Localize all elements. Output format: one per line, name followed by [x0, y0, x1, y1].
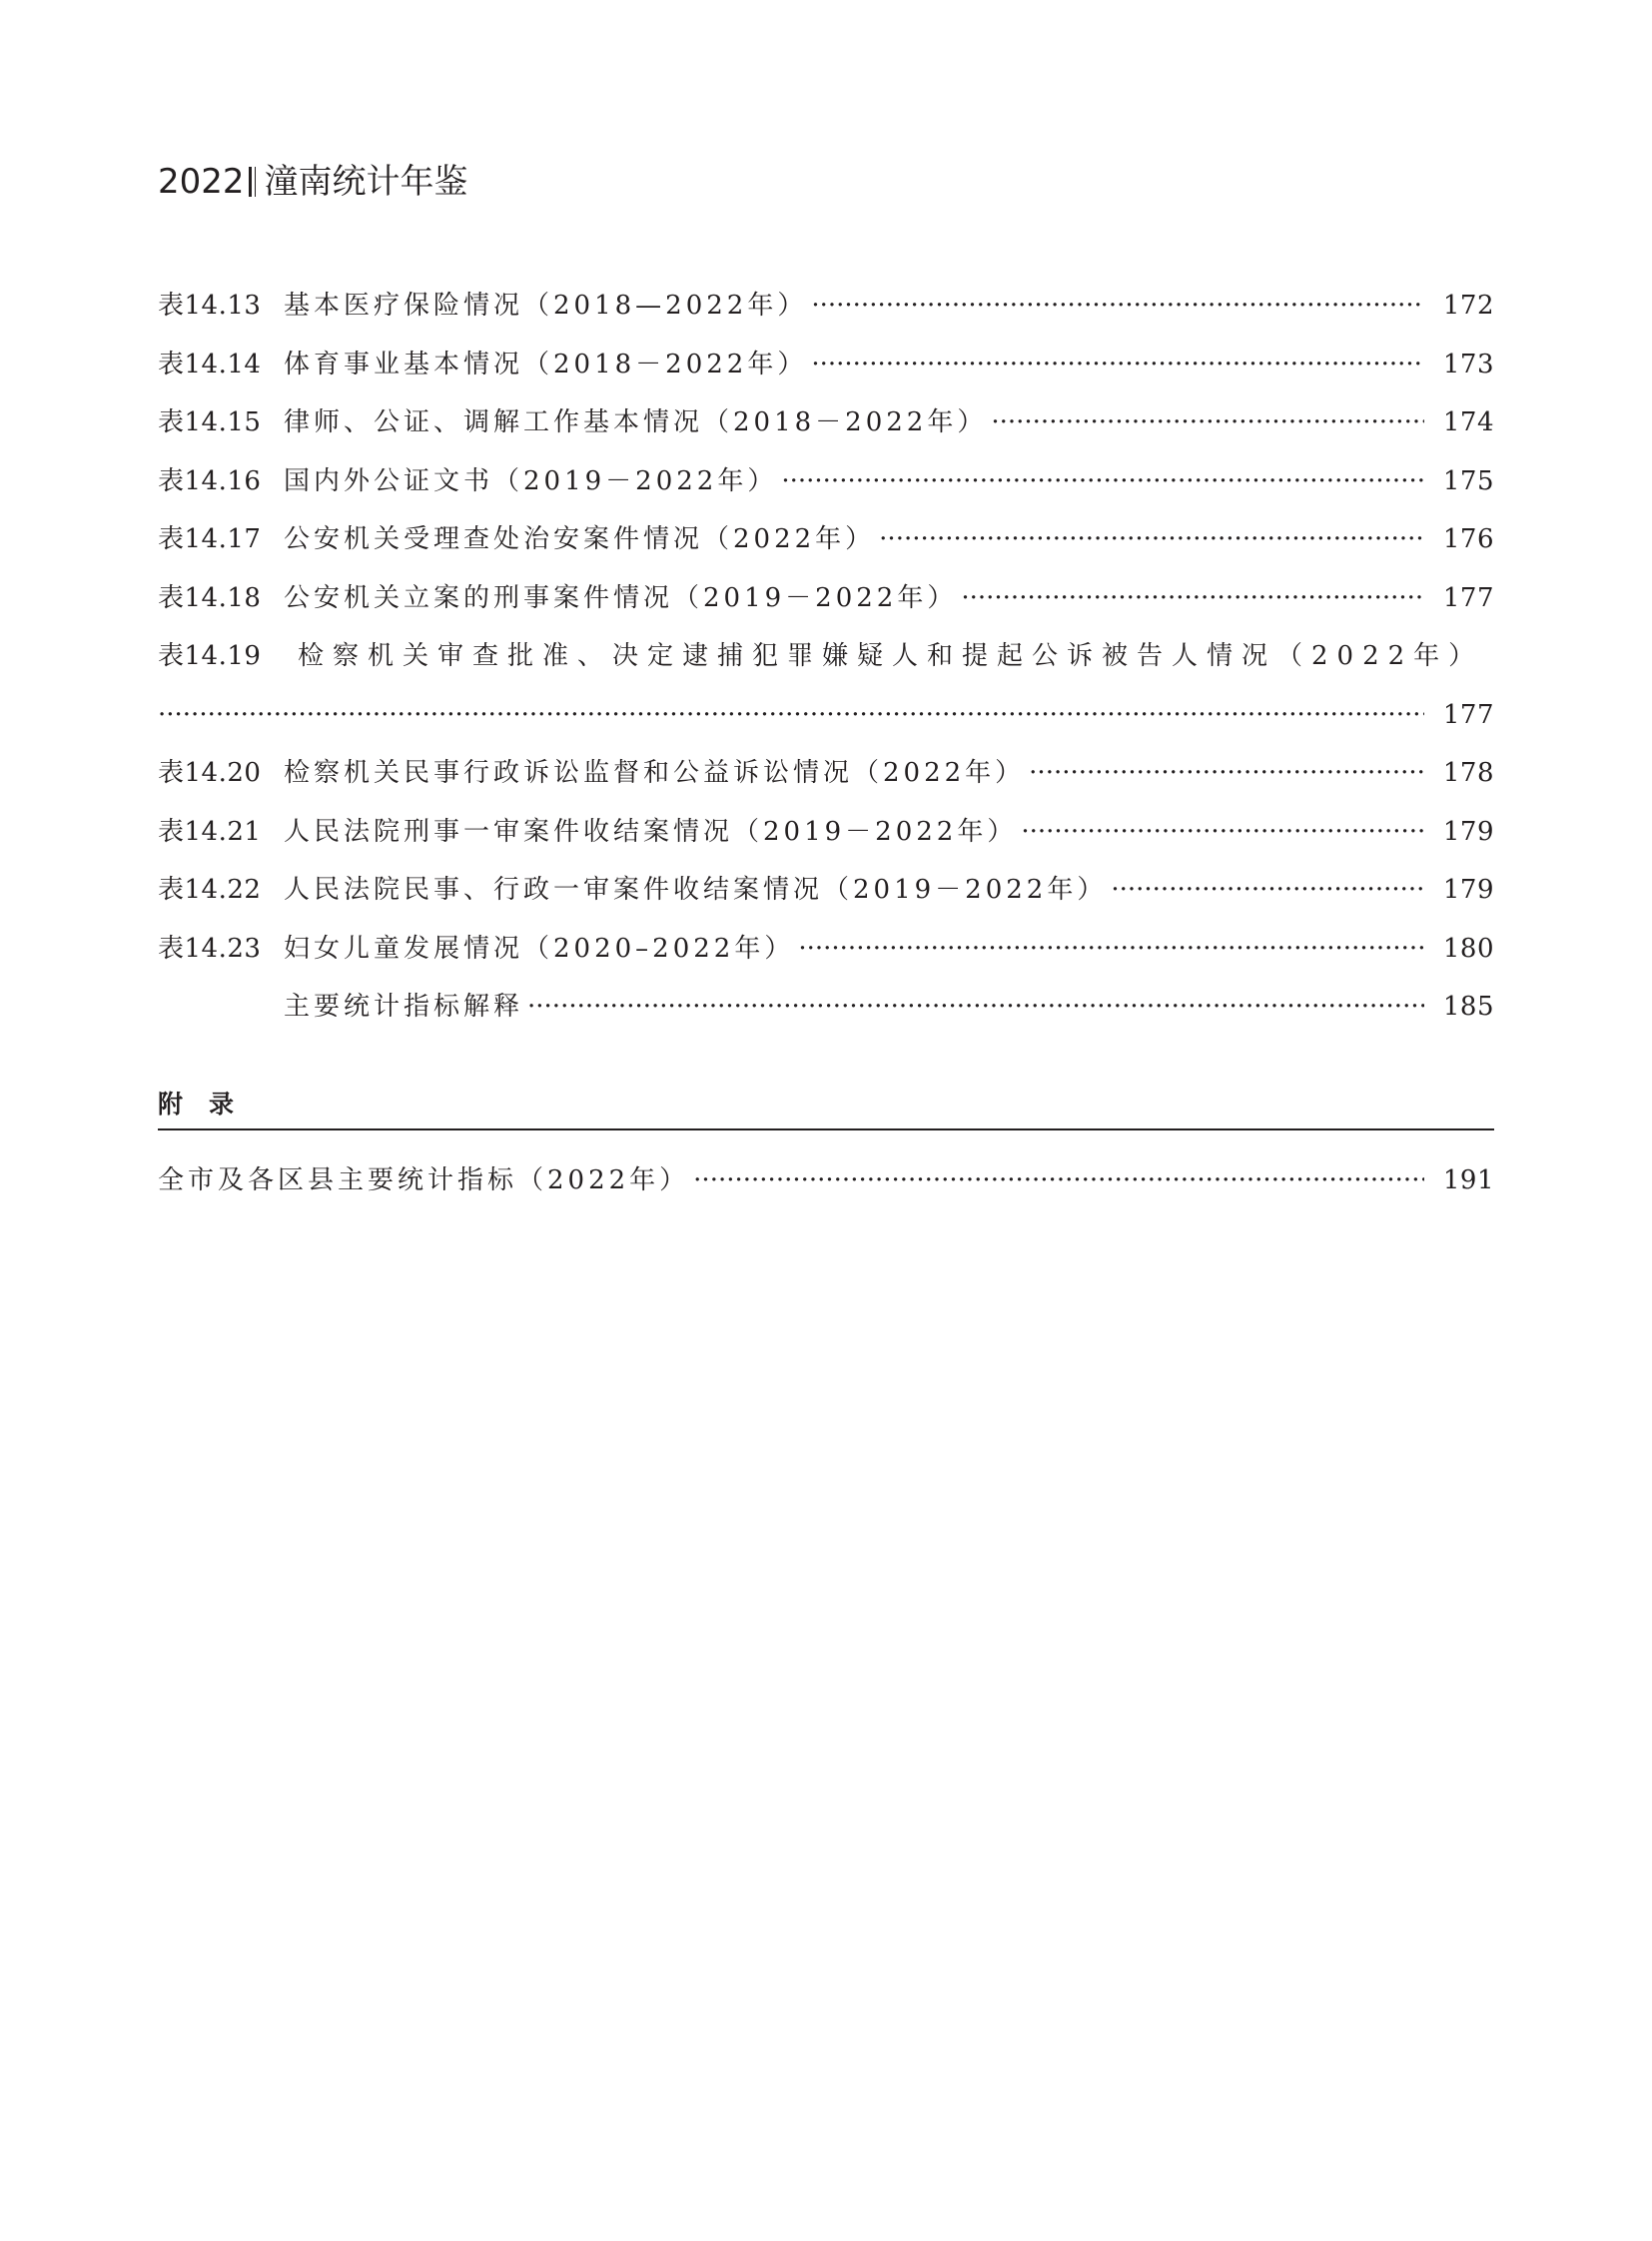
toc-entry-page: 173	[1442, 349, 1494, 379]
toc-entry-title: 国内外公证文书（2019－2022年）	[284, 465, 778, 496]
toc-entry-title: 人民法院刑事一审案件收结案情况（2019－2022年）	[284, 816, 1018, 847]
appendix-divider	[158, 1128, 1494, 1130]
toc-entry-continuation[interactable]	[158, 695, 1494, 754]
toc-leader-dots	[961, 578, 1424, 618]
toc-entry-number: 表14.14	[158, 349, 262, 379]
toc-entry[interactable]	[158, 812, 1494, 871]
toc-entry-title: 主要统计指标解释	[284, 992, 524, 1022]
toc-entry-page: 179	[1442, 816, 1494, 847]
toc-entry-page: 174	[1442, 407, 1494, 437]
toc-entry-page: 179	[1442, 875, 1494, 905]
toc-entry-title: 人民法院民事、行政一审案件收结案情况（2019－2022年）	[284, 875, 1108, 905]
toc-entry[interactable]	[158, 345, 1494, 403]
toc-entry-title: 律师、公证、调解工作基本情况（2018－2022年）	[284, 407, 988, 437]
toc-entry-page: 172	[1442, 291, 1494, 321]
toc-entry-page: 185	[1442, 992, 1494, 1022]
toc-entry-page: 177	[1442, 582, 1494, 613]
toc-entry-title: 体育事业基本情况（2018－2022年）	[284, 349, 808, 379]
toc-entry-title: 检察机关民事行政诉讼监督和公益诉讼情况（2022年）	[284, 758, 1026, 788]
toc-entry-page: 180	[1442, 933, 1494, 964]
header-title: 潼南统计年鉴	[264, 162, 468, 202]
toc-leader-dots	[781, 461, 1424, 501]
toc-entry-number: 表14.19	[158, 641, 262, 671]
toc-entry-title: 基本医疗保险情况（2018—2022年）	[284, 291, 808, 321]
toc-leader-dots	[1021, 812, 1424, 852]
appendix-section	[158, 1087, 1494, 1219]
toc-entry[interactable]	[158, 753, 1494, 812]
toc-entry[interactable]	[158, 578, 1494, 637]
toc-leader-dots	[879, 519, 1424, 559]
toc-entry-number: 表14.20	[158, 758, 262, 788]
toc-entry-title: 检察机关审查批准、决定逮捕犯罪嫌疑人和提起公诉被告人情况（2022年）	[298, 641, 1484, 671]
appendix-entry[interactable]	[158, 1160, 1494, 1219]
toc-leader-dots	[1111, 870, 1424, 910]
header-separator	[249, 167, 259, 197]
toc-entry-number: 表14.17	[158, 524, 262, 554]
toc-leader-dots	[1029, 753, 1424, 793]
appendix-entry-title: 全市及各区县主要统计指标（2022年）	[158, 1165, 690, 1195]
toc-entry-page: 177	[1442, 699, 1494, 730]
toc-entry-page: 175	[1442, 465, 1494, 496]
toc-entry-number: 表14.18	[158, 582, 262, 613]
toc-entry-number: 表14.21	[158, 816, 262, 847]
appendix-heading: 附录	[158, 1090, 261, 1119]
toc-leader-dots	[811, 345, 1424, 384]
toc-entry[interactable]	[158, 987, 1494, 1046]
toc-leader-dots	[527, 987, 1424, 1027]
toc-entry[interactable]	[158, 636, 1494, 695]
toc-entry-number: 表14.23	[158, 933, 262, 964]
toc-entry[interactable]	[158, 461, 1494, 520]
toc-entry-number: 表14.13	[158, 291, 262, 321]
header-year: 2022	[158, 162, 245, 202]
toc-entry[interactable]	[158, 286, 1494, 345]
appendix-entry-page: 191	[1442, 1165, 1494, 1195]
toc-entry-number: 表14.16	[158, 465, 262, 496]
toc-leader-dots	[158, 695, 1424, 735]
toc-leader-dots	[798, 929, 1424, 969]
toc-leader-dots	[991, 402, 1424, 442]
toc-entry[interactable]	[158, 402, 1494, 461]
toc-entry-page: 178	[1442, 758, 1494, 788]
toc-entry-title: 公安机关受理查处治安案件情况（2022年）	[284, 524, 876, 554]
toc-leader-dots	[693, 1160, 1424, 1200]
toc-entry[interactable]	[158, 870, 1494, 929]
toc-entry-number: 表14.22	[158, 875, 262, 905]
toc-entry-number: 表14.15	[158, 407, 262, 437]
toc-entry[interactable]	[158, 929, 1494, 988]
toc-entry-page: 176	[1442, 524, 1494, 554]
toc-leader-dots	[811, 286, 1424, 326]
table-of-contents	[158, 286, 1494, 1046]
running-header	[158, 158, 468, 206]
toc-entry-title: 妇女儿童发展情况（2020–2022年）	[284, 933, 795, 964]
toc-entry-title: 公安机关立案的刑事案件情况（2019－2022年）	[284, 582, 958, 613]
toc-entry[interactable]	[158, 519, 1494, 578]
